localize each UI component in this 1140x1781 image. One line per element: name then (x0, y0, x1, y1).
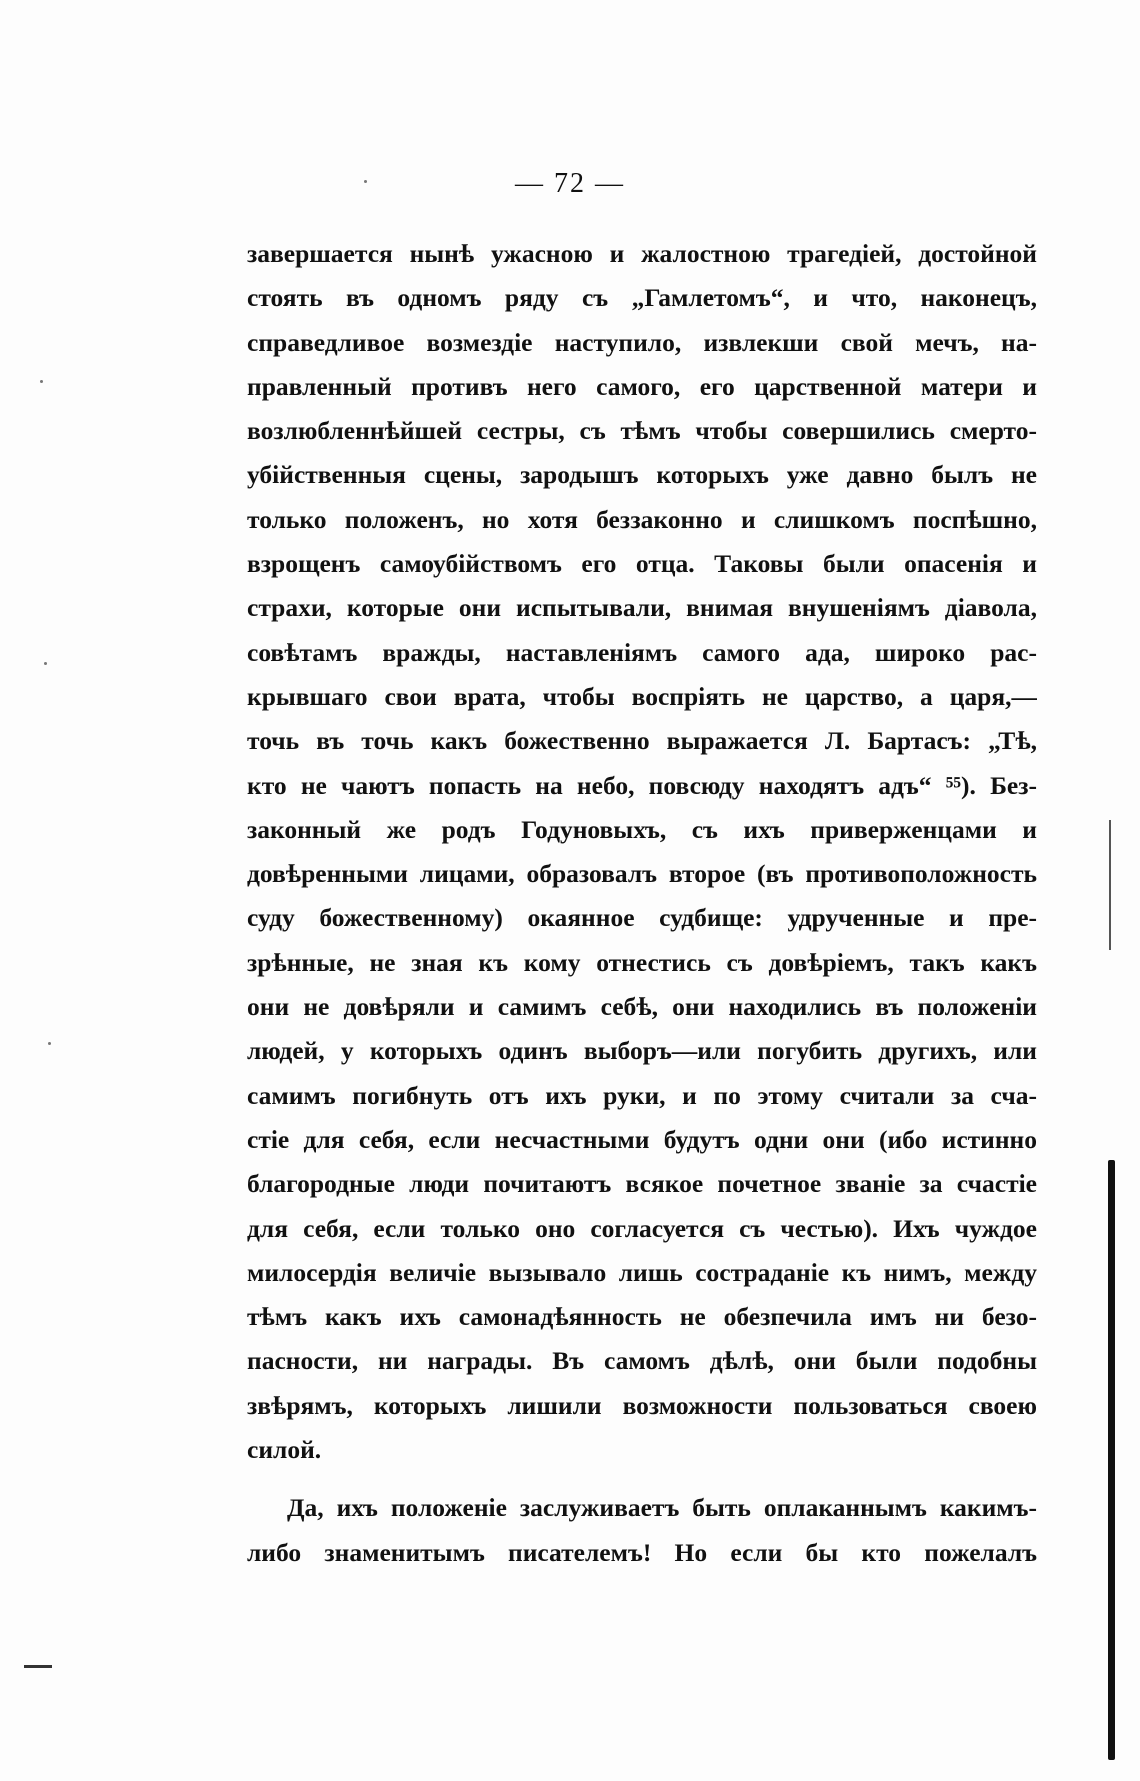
text-line: только положенъ, но хотя беззаконно и слишкомъ поспѣшно, (247, 504, 1037, 534)
text-line: людей, у которыхъ одинъ выборъ—или погубить другихъ, или (247, 1036, 1037, 1066)
text-line: силой. (247, 1435, 322, 1465)
text-line: звѣрямъ, которыхъ лишили возможности пользоваться своею (247, 1390, 1037, 1420)
text-line: зрѣнные, не зная къ кому отнестись съ довѣріемъ, такъ какъ (247, 947, 1037, 977)
text-line: справедливое возмездіе наступило, извлекши свой мечъ, на- (247, 327, 1037, 357)
text-line: завершается нынѣ ужасною и жалостною трагедіей, достойной (247, 239, 1037, 268)
scan-edge-binding (1108, 1160, 1115, 1760)
text-line: кто не чаютъ попасть на небо, повсюду находятъ адъ“ ⁵⁵). Без- (247, 770, 1037, 800)
text-line: совѣтамъ вражды, наставленіямъ самого ада, широко рас- (247, 637, 1037, 667)
text-line: стіе для себя, если несчастными будутъ одни они (ибо истинно (247, 1124, 1037, 1154)
paragraph (247, 1486, 1037, 1575)
text-line: довѣренными лицами, образовалъ второе (въ противоположность (247, 859, 1037, 889)
scan-speck (364, 180, 367, 183)
text-line: для себя, если только оно согласуется съ честью). Ихъ чуждое (247, 1213, 1037, 1243)
text-line: тѣмъ какъ ихъ самонадѣянность не обезпечила имъ ни безо- (247, 1302, 1037, 1332)
scan-edge-shadow (1109, 820, 1111, 950)
text-line: либо знаменитымъ писателемъ! Но если бы кто пожелалъ (247, 1537, 1037, 1567)
body-text (247, 232, 1037, 1575)
text-line: суду божественному) окаянное судбище: удрученные и пре- (247, 903, 1037, 933)
text-line: они не довѣряли и самимъ себѣ, они находились въ положеніи (247, 992, 1037, 1022)
scan-speck (48, 1042, 51, 1045)
text-line: стоять въ одномъ ряду съ „Гамлетомъ“, и что, наконецъ, (247, 283, 1037, 313)
text-line: крывшаго свои врата, чтобы воспріять не царство, а царя,— (247, 681, 1037, 711)
text-line: пасности, ни награды. Въ самомъ дѣлѣ, они были подобны (247, 1346, 1037, 1376)
scan-margin-mark (24, 1665, 52, 1668)
text-line: правленный противъ него самого, его царственной матери и (247, 371, 1037, 401)
scan-speck (40, 380, 43, 383)
text-line: взрощенъ самоубійствомъ его отца. Таковы были опасенія и (247, 549, 1037, 579)
text-line: самимъ погибнуть отъ ихъ руки, и по этому считали за сча- (247, 1080, 1037, 1110)
text-line: точь въ точь какъ божественно выражается Л. Бартасъ: „Тѣ, (247, 726, 1037, 756)
paragraph (247, 232, 1037, 1472)
text-line: страхи, которые они испытывали, внимая внушеніямъ діавола, (247, 593, 1037, 623)
text-line: законный же родъ Годуновыхъ, съ ихъ приверженцами и (247, 814, 1037, 844)
text-line: убійственныя сцены, зародышъ которыхъ уже давно былъ не (247, 460, 1037, 490)
text-line: милосердія величіе вызывало лишь состраданіе къ нимъ, между (247, 1257, 1037, 1287)
text-line: Да, ихъ положеніе заслуживаетъ быть оплаканнымъ какимъ- (287, 1493, 1037, 1523)
paragraph-gap (247, 1472, 1037, 1486)
scan-speck (44, 662, 47, 665)
text-line: возлюбленнѣйшей сестры, съ тѣмъ чтобы совершились смерто- (247, 416, 1037, 446)
page-number: — 72 — (515, 168, 625, 199)
text-line: благородные люди почитаютъ всякое почетное званіе за счастіе (247, 1169, 1037, 1199)
